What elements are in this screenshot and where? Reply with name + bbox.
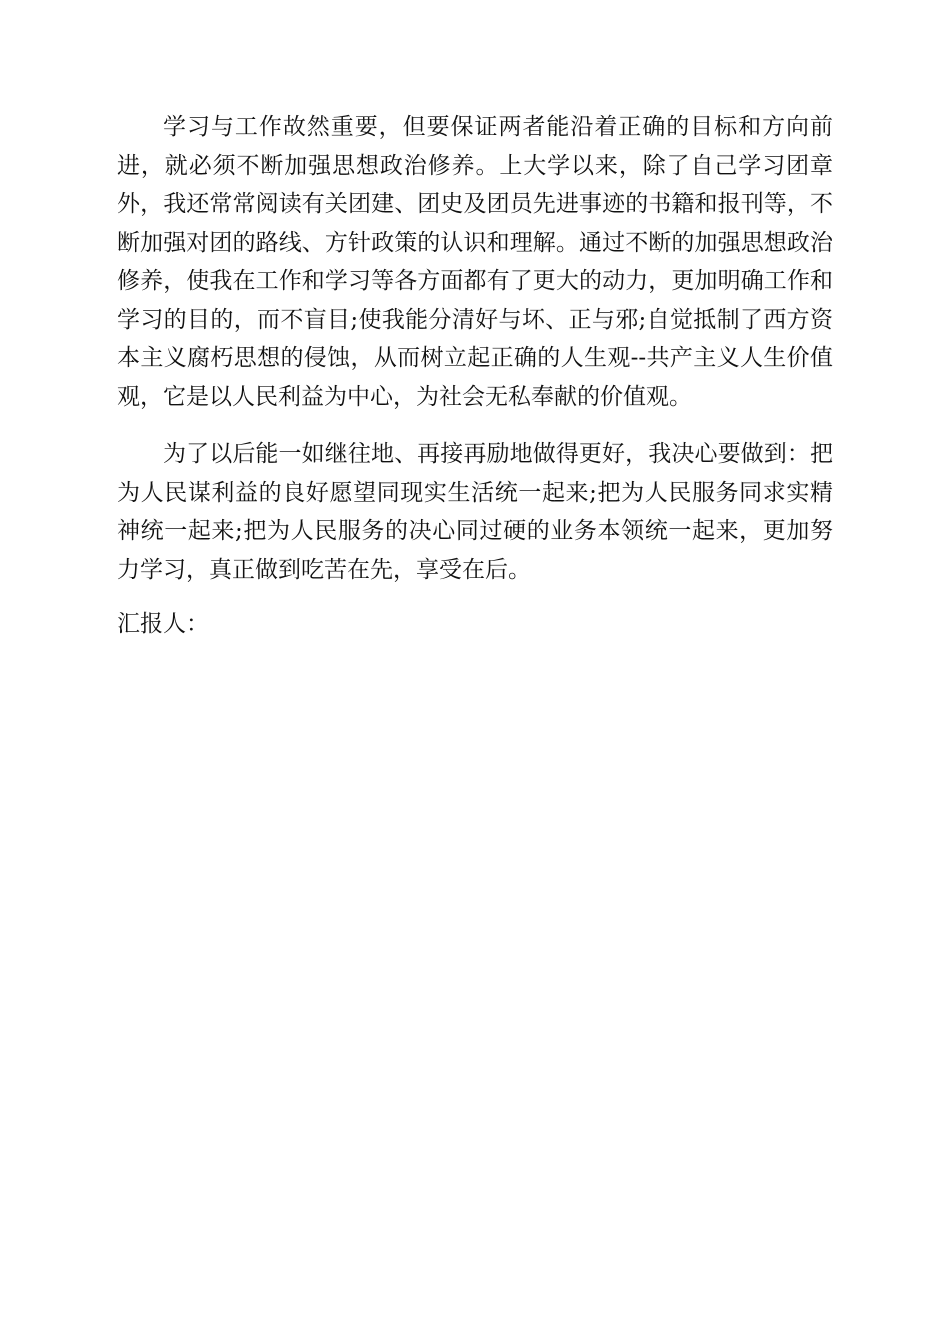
signature-label: 汇报人： bbox=[117, 611, 209, 637]
paragraph-political-study: 学习与工作故然重要，但要保证两者能沿着正确的目标和方向前进，就必须不断加强思想政治修养。上大学以来，除了自己学习团章外，我还常常阅读有关团建、团史及团员先进事迹的书籍和报刊等，不断加强对团的路线、方针政策的认识和理解。通过不断的加强思想政治修养，使我在工作和学习等各方面都有了更大的动力，更加明确工作和学习的目的，而不盲目;使我能分清好与坏、正与邪;自觉抵制了西方资本主义腐朽思想的侵蚀，从而树立起正确的人生观--共产主义人生价值观，它是以人民利益为中心，为社会无私奉献的价值观。 bbox=[117, 114, 833, 410]
document-body bbox=[117, 108, 833, 644]
paragraph-resolution: 为了以后能一如继往地、再接再励地做得更好，我决心要做到：把为人民谋利益的良好愿望同现实生活统一起来;把为人民服务同求实精神统一起来;把为人民服务的决心同过硬的业务本领统一起来，更加努力学习，真正做到吃苦在先，享受在后。 bbox=[117, 441, 833, 583]
